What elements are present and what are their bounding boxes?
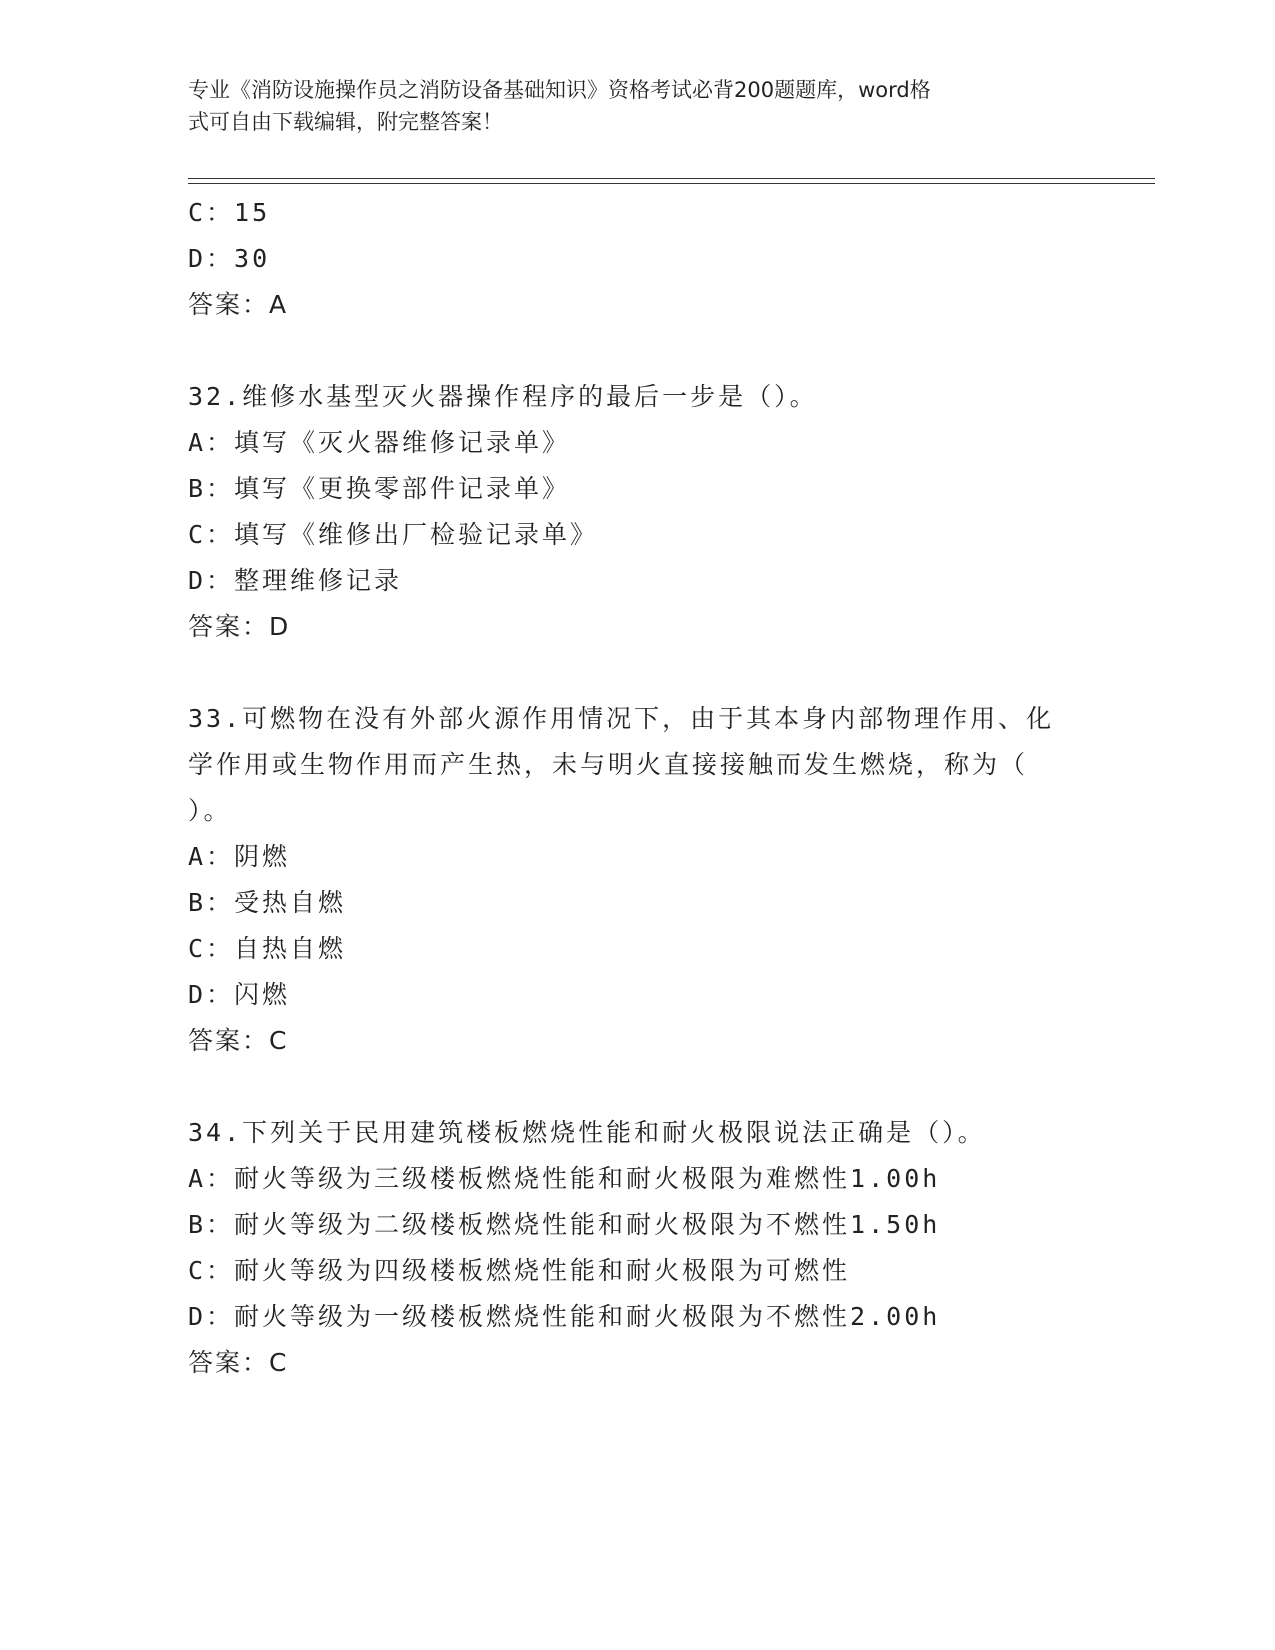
q34-option-c: C：耐火等级为四级楼板燃烧性能和耐火极限为可燃性 <box>188 1256 851 1285</box>
spacer <box>188 328 1088 374</box>
q32-option-a: A：填写《灭火器维修记录单》 <box>188 428 571 457</box>
q33-question-line-2: 学作用或生物作用而产生热，未与明火直接接触而发生燃烧，称为（ <box>188 750 1029 779</box>
q32-option-d: D：整理维修记录 <box>188 566 403 595</box>
q34-option-d: D：耐火等级为一级楼板燃烧性能和耐火极限为不燃性2.00h <box>188 1302 941 1331</box>
q33-option-c: C：自热自燃 <box>188 934 347 963</box>
q33-answer: 答案：C <box>188 1026 289 1055</box>
q34-question: 34.下列关于民用建筑楼板燃烧性能和耐火极限说法正确是（）。 <box>188 1118 986 1147</box>
q33-option-d: D：闪燃 <box>188 980 291 1009</box>
q32-option-b: B：填写《更换零部件记录单》 <box>188 474 571 503</box>
q32-question: 32.维修水基型灭火器操作程序的最后一步是（）。 <box>188 382 818 411</box>
question-32 <box>188 374 1088 650</box>
q31-option-c: C：15 <box>188 198 271 227</box>
spacer <box>188 1064 1088 1110</box>
q33-option-a: A：阴燃 <box>188 842 291 871</box>
q32-answer: 答案：D <box>188 612 291 641</box>
q32-option-c: C：填写《维修出厂检验记录单》 <box>188 520 599 549</box>
document-header <box>188 74 1088 138</box>
q33-question-line-1: 33.可燃物在没有外部火源作用情况下，由于其本身内部物理作用、化 <box>188 704 1055 733</box>
question-list <box>188 190 1088 1386</box>
q31-option-d: D：30 <box>188 244 271 273</box>
question-31 <box>188 190 1088 328</box>
question-33 <box>188 696 1088 1064</box>
q34-answer: 答案：C <box>188 1348 289 1377</box>
q31-answer: 答案：A <box>188 290 289 319</box>
header-divider-top <box>188 178 1155 179</box>
q33-option-b: B：受热自燃 <box>188 888 347 917</box>
question-34 <box>188 1110 1088 1386</box>
header-line-1: 专业《消防设施操作员之消防设备基础知识》资格考试必背200题题库，word格 <box>188 78 931 102</box>
q34-option-b: B：耐火等级为二级楼板燃烧性能和耐火极限为不燃性1.50h <box>188 1210 941 1239</box>
header-divider-bottom <box>188 183 1155 184</box>
q33-question-line-3: ）。 <box>188 796 232 825</box>
spacer <box>188 650 1088 696</box>
q34-option-a: A：耐火等级为三级楼板燃烧性能和耐火极限为难燃性1.00h <box>188 1164 941 1193</box>
header-line-2: 式可自由下载编辑，附完整答案！ <box>188 110 503 134</box>
